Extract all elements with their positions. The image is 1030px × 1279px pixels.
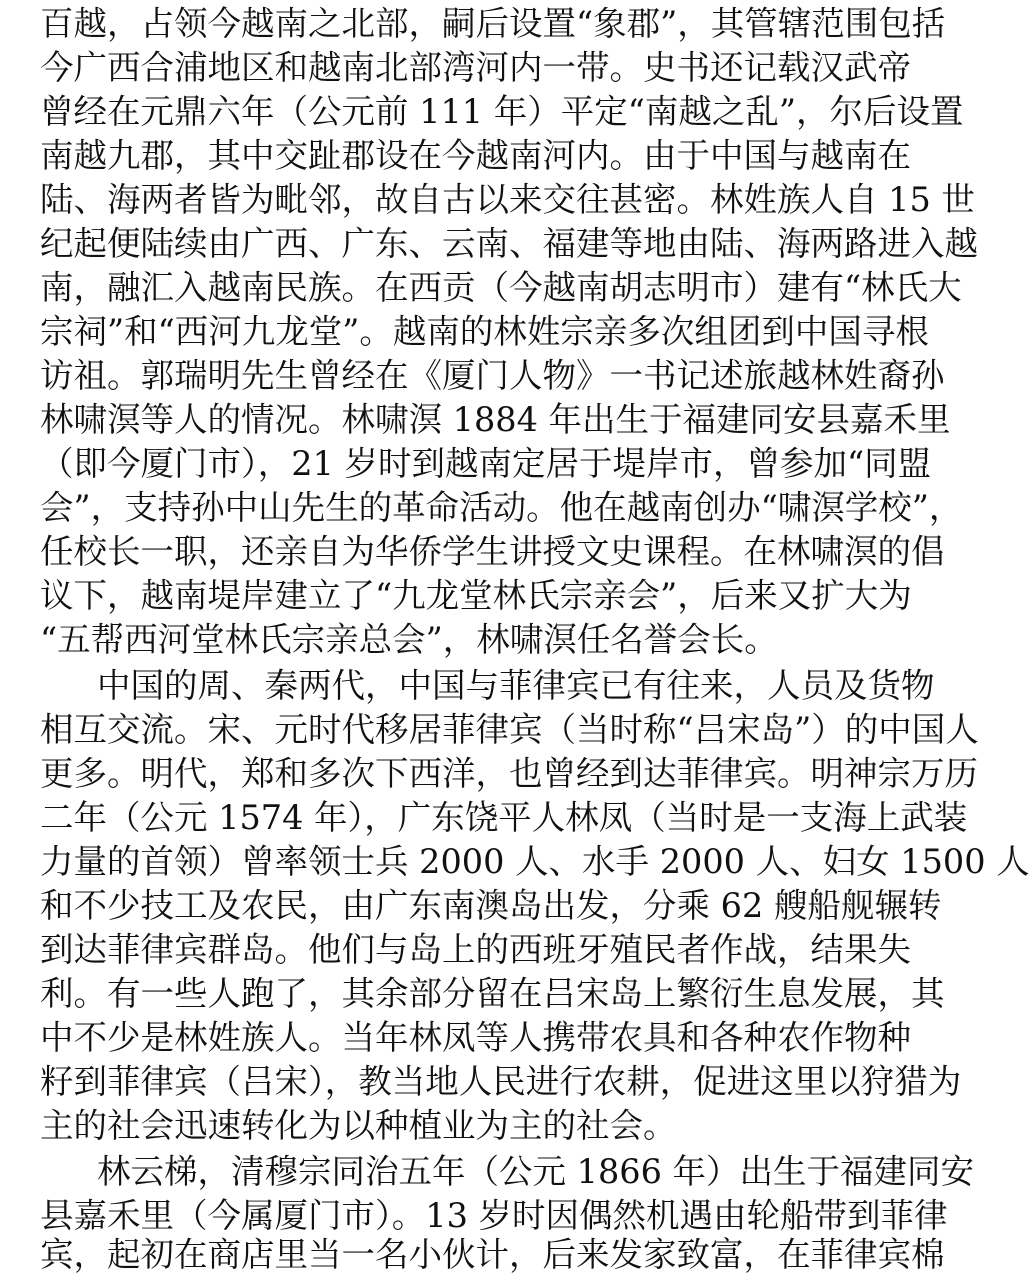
text-line: （即今厦门市），21 岁时到越南定居于堤岸市，曾参加“同盟: [40, 444, 932, 483]
paragraph-first-line: 林云梯，清穆宗同治五年（公元 1866 年）出生于福建同安: [97, 1152, 975, 1191]
text-line: 宗祠”和“西河九龙堂”。越南的林姓宗亲多次组团到中国寻根: [40, 312, 929, 351]
text-line: 利。有一些人跑了，其余部分留在吕宋岛上繁衍生息发展，其: [40, 974, 945, 1013]
text-line: 和不少技工及农民，由广东南澳岛出发，分乘 62 艘船舰辗转: [40, 886, 942, 925]
text-line: 县嘉禾里（今属厦门市）。13 岁时因偶然机遇由轮船带到菲律: [40, 1196, 948, 1235]
text-line: 曾经在元鼎六年（公元前 111 年）平定“南越之乱”，尔后设置: [40, 92, 964, 131]
text-line: 相互交流。宋、元时代移居菲律宾（当时称“吕宋岛”）的中国人: [40, 710, 979, 749]
paragraph-first-line: 中国的周、秦两代，中国与菲律宾已有往来，人员及货物: [97, 666, 935, 705]
text-line: 访祖。郭瑞明先生曾经在《厦门人物》一书记述旅越林姓裔孙: [40, 356, 945, 395]
text-line: 今广西合浦地区和越南北部湾河内一带。史书还记载汉武帝: [40, 48, 911, 87]
text-line: “五帮西河堂林氏宗亲总会”，林啸溟任名誉会长。: [40, 620, 778, 659]
text-line: 任校长一职，还亲自为华侨学生讲授文史课程。在林啸溟的倡: [40, 532, 945, 571]
text-line: 主的社会迅速转化为以种植业为主的社会。: [40, 1106, 677, 1145]
text-line: 南，融汇入越南民族。在西贡（今越南胡志明市）建有“林氏大: [40, 268, 962, 307]
text-line: 林啸溟等人的情况。林啸溟 1884 年出生于福建同安县嘉禾里: [40, 400, 951, 439]
text-line: 力量的首领）曾率领士兵 2000 人、水手 2000 人、妇女 1500 人: [40, 842, 1030, 881]
text-line: 更多。明代，郑和多次下西洋，也曾经到达菲律宾。明神宗万历: [40, 754, 978, 793]
text-line: 二年（公元 1574 年），广东饶平人林凤（当时是一支海上武装: [40, 798, 968, 837]
text-line: 百越，占领今越南之北部，嗣后设置“象郡”，其管辖范围包括: [40, 4, 946, 43]
text-line: 中不少是林姓族人。当年林凤等人携带农具和各种农作物种: [40, 1018, 911, 1057]
text-line: 纪起便陆续由广西、广东、云南、福建等地由陆、海两路进入越: [40, 224, 978, 263]
text-line: 籽到菲律宾（吕宋），教当地人民进行农耕，促进这里以狩猎为: [40, 1062, 962, 1101]
text-line: 议下，越南堤岸建立了“九龙堂林氏宗亲会”，后来又扩大为: [40, 576, 912, 615]
text-line: 南越九郡，其中交趾郡设在今越南河内。由于中国与越南在: [40, 136, 911, 175]
text-line: 会”，支持孙中山先生的革命活动。他在越南创办“啸溟学校”，: [40, 488, 963, 527]
text-line: 宾，起初在商店里当一名小伙计，后来发家致富，在菲律宾棉: [40, 1235, 945, 1274]
text-line: 到达菲律宾群岛。他们与岛上的西班牙殖民者作战，结果失: [40, 930, 911, 969]
text-line: 陆、海两者皆为毗邻，故自古以来交往甚密。林姓族人自 15 世: [40, 180, 975, 219]
